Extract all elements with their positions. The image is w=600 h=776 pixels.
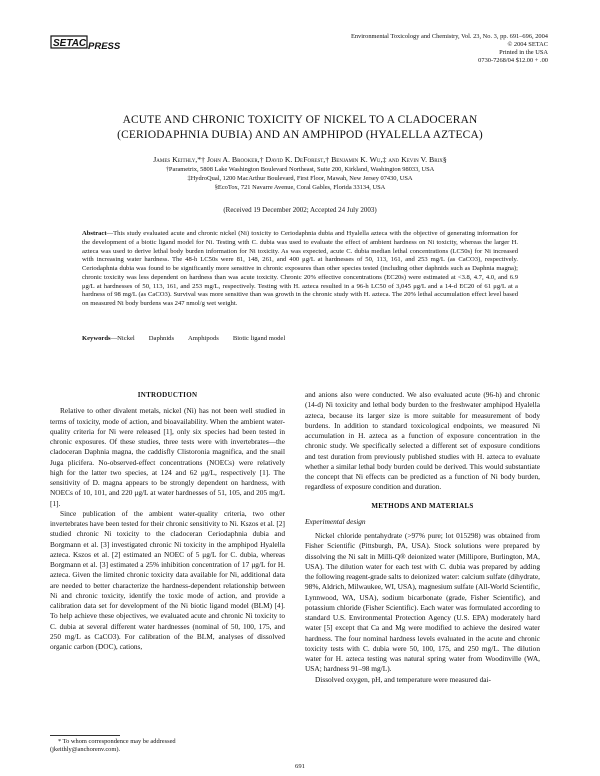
journal-line: Environmental Toxicology and Chemistry, Vol. 23, No. 3, pp. 691–696, 2004 xyxy=(350,33,548,40)
abstract xyxy=(82,230,518,309)
page-number: 691 xyxy=(295,763,305,770)
introduction-heading: INTRODUCTION xyxy=(137,391,198,399)
methods-paragraph-2: Dissolved oxygen, pH, and temperature were measured dai- xyxy=(315,674,491,684)
abstract-label: Abstract xyxy=(82,230,107,237)
methods-heading: METHODS AND MATERIALS xyxy=(371,501,474,510)
keywords-label: Keywords xyxy=(82,335,111,342)
svg-text:PRESS: PRESS xyxy=(88,41,121,52)
svg-text:SETAC: SETAC xyxy=(53,38,87,49)
title-line-1: ACUTE AND CHRONIC TOXICITY OF NICKEL TO A CLADOCERAN xyxy=(122,114,478,126)
publication-info xyxy=(351,33,548,65)
author-list: James Keithly,*† John A. Brooker,† David K. DeForest,† Benjamin K. Wu,‡ and Kevin V. Brix§ xyxy=(153,155,447,164)
affiliation-3: §EcoTox, 721 Navarre Avenue, Coral Gables, Florida 33134, USA xyxy=(214,183,386,191)
abstract-text: —This study evaluated acute and chronic nickel (Ni) toxicity to Ceriodaphnia dubia and Hyalella azteca with the objective of generating information for the development of a biotic ligand model for Ni. Testing with C. dubia was used to evaluate the effect of ambient hardness on Ni toxicity, whereas the larger H. azteca was used to derive lethal body burden information for Ni toxicity. As was expected, acute C. dubia median lethal concentrations (LC50s) for Ni increased with increasing water hardness. The 48-h LC50s were 81, 148, 261, and 400 μg/L at hardnesses of 50, 113, 161, and 253 mg/L (as CaCO3), respectively. Ceriodaphnia dubia was found to be significantly more sensitive in chronic exposures than other species tested (including other daphnids such as Daphnia magna); chronic toxicity was less dependent on hardness than was acute toxicity. Chronic 20% effective concentrations (EC20s) were estimated at <3.8, 4.7, 4.0, and 6.9 μg/L at hardnesses of 50, 113, 161, and 253 mg/L, respectively. Testing with H. azteca resulted in a 96-h LC50 of 3,045 μg/L and a 14-d EC20 of 61 μg/L at a hardness of 98 mg/L (as CaCO3). Survival was more sensitive than was growth in the chronic study with H. azteca. The 20% lethal accumulation effect level based on measured Ni body burdens was 247 nmol/g wet weight. xyxy=(82,230,518,307)
keyword: Daphnids xyxy=(148,335,175,342)
keyword: Biotic ligand model xyxy=(232,335,286,342)
correspondence-footnote xyxy=(50,738,285,755)
setac-press-logo xyxy=(50,34,126,54)
keyword: —Nickel xyxy=(110,335,135,342)
experimental-design-subheading: Experimental design xyxy=(305,516,366,526)
article-title xyxy=(50,113,550,143)
printed-line: Printed in the USA xyxy=(499,49,548,56)
copyright-line: © 2004 SETAC xyxy=(507,41,548,48)
footnote-line-1: * To whom correspondence may be addressed xyxy=(58,738,176,745)
title-line-2: (CERIODAPHNIA DUBIA) AND AN AMPHIPOD (HYALELLA AZTECA) xyxy=(117,129,483,141)
intro-paragraph-3: and anions also were conducted. We also evaluated acute (96-h) and chronic (14-d) Ni toxicity and lethal body burden to the freshwater amphipod Hyalella azteca, because its larger size is more suitable for measurement of body burdens. In addition to standard toxicological endpoints, we measured Ni accumulation in H. azteca as a function of exposure concentration in the chronic study. We specifically selected a different set of exposure conditions and test duration from previously published studies with H. azteca to evaluate whether a similar lethal body burden could be derived. This would substantiate the concept that Ni effects can be predicted as a function of Ni body burden, regardless of exposure condition and duration. xyxy=(305,390,540,492)
left-column xyxy=(50,390,285,652)
affiliation-1: †Parametrix, 5808 Lake Washington Boulevard Northeast, Suite 200, Kirkland, Washington 98033, USA xyxy=(165,166,435,173)
intro-paragraph-2: Since publication of the ambient water-quality criteria, two other invertebrates have been tested for their chronic sensitivity to Ni. Kszos et al. [2] studied chronic Ni toxicity to the cladoceran Ceriodaphnia dubia and Borgmann et al. [3] investigated chronic Ni toxicity in the amphipod Hyalella azteca. Kszos et al. [2] estimated an NOEC of 5 μg/L for C. dubia, whereas Borgmann et al. [3] estimated a 25% inhibition concentration of 17 μg/L for H. azteca. Given the limited chronic toxicity data available for Ni, additional data are needed to better characterize the hardness-dependent relationship between Ni and chronic toxicity, identify the toxic mode of action, and provide a calibration data set for development of the Ni biotic ligand model (BLM) [4]. To help achieve these objectives, we evaluated acute and chronic Ni toxicity to C. dubia at several different water hardnesses (nominal of 50, 100, 175, and 250 mg/L as CaCO3). For calibration of the BLM, analyses of dissolved organic carbon (DOC), cations, xyxy=(50,508,285,651)
received-dates: (Received 19 December 2002; Accepted 24 July 2003) xyxy=(223,206,377,214)
affiliations xyxy=(50,166,550,192)
keyword: Amphipods xyxy=(188,335,219,342)
right-column xyxy=(305,390,540,685)
affiliation-2: ‡HydroQual, 1200 MacArthur Boulevard, First Floor, Mawah, New Jersey 07430, USA xyxy=(187,174,413,182)
keywords xyxy=(82,334,518,343)
issn-line: 0730-7268/04 $12.00 + .00 xyxy=(478,57,548,64)
intro-paragraph-1: Relative to other divalent metals, nickel (Ni) has not been well studied in terms of toxicity, mode of action, and bioavailability. When the ambient water-quality criteria for Ni were released [1], only six species had been tested in chronic exposures. Of these studies, three tests were with invertebrates—the cladoceran Daphnia magna, the caddisfly Clistoronia magnifica, and the snail Juga plicifera. No-observed-effect concentrations (NOECs) were relatively high for the latter two species, at 124 and 62 μg/L, respectively [1]. The sensitivity of D. magna appears to be strongly dependent on hardness, with NOECs of 10, 101, and 220 μg/L at water hardnesses of 51, 105, and 205 mg/L [1]. xyxy=(50,406,285,508)
footnote-rule xyxy=(50,735,120,736)
methods-paragraph-1: Nickel chloride pentahydrate (>97% pure; lot 015298) was obtained from Fisher Scientific (Pittsburgh, PA, USA). Stock solutions were prepared by dissolving the Ni salt in Milli-Q® deionized water (Millipore, Burlington, MA, USA). The dilution water for each test with C. dubia was prepared by adding the following reagent-grade salts to deionized water: calcium sulfate (dihydrate, 98%, Aldrich, Milwaukee, WI, USA), magnesium sulfate (All-World Scientific, Lynnwood, WA, USA), sodium bicarbonate (grade, Fisher Scientific), and potassium chloride (Fisher Scientific). Each water was formulated according to standard U.S. Environmental Protection Agency (U.S. EPA) moderately hard water [5] except that Ca and Mg were modified to achieve the desired water hardness. The four nominal hardness levels evaluated in the acute and chronic toxicity tests with C. dubia were 50, 100, 175, and 250 mg/L. The dilution water for H. azteca testing was natural spring water from Woodinville (WA, USA; hardness 91–98 mg/L). xyxy=(305,531,540,674)
footnote-line-2: (jkeithly@anchorenv.com). xyxy=(50,746,121,754)
